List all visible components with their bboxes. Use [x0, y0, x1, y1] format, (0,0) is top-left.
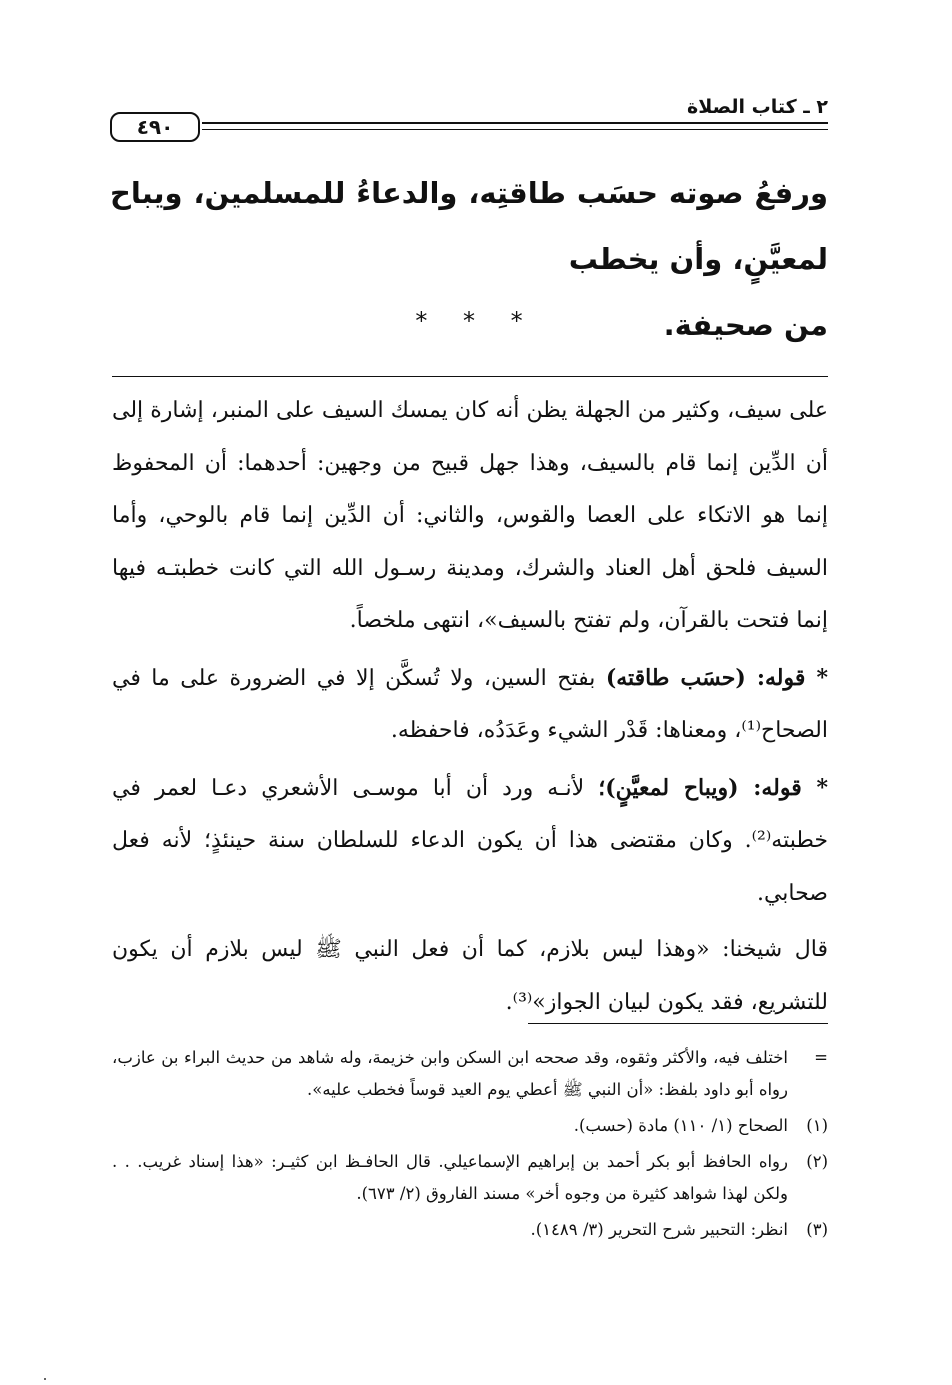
footnote-mark: = — [814, 1048, 828, 1067]
commentary-paragraph — [112, 652, 828, 758]
footnote-rule — [528, 1023, 828, 1024]
scan-speck — [44, 1378, 46, 1380]
footnote-text: الصحاح (١/ ١١٠) مادة (حسب). — [573, 1116, 788, 1135]
commentary — [112, 385, 828, 1033]
footnote-text: اختلف فيه، والأكثر وثقوه، وقد صححه ابن السكن وابن خزيمة، وله شاهد من حديث البراء بن عازب، رواه أبو داود بلفظ: «أن النبي ﷺ أعطي يوم العيد قوساً فخطب عليه». — [112, 1048, 788, 1099]
commentary-rule — [112, 376, 828, 377]
footnote — [112, 1214, 828, 1246]
main-text-line-1: ورفعُ صوته حسَب طاقتِه، والدعاءُ للمسلمين، ويباح لمعيَّنٍ، وأن يخطب — [110, 176, 828, 276]
page-number: ٤٩٠ — [110, 112, 200, 142]
commentary-gloss: لأنـه ورد أن أبا موسـى الأشعري دعـا لعمر في خطبته⁽²⁾. وكان مقتضى هذا أن يكون الدعاء للسلطان سنة حينئذٍ؛ لأنه فعل صحابي. — [112, 775, 828, 906]
footnote-text: انظر: التحبير شرح التحرير (٣/ ١٤٨٩). — [530, 1220, 788, 1239]
footnote — [112, 1146, 828, 1210]
running-title: ٢ ـ كتاب الصلاة — [681, 96, 828, 118]
main-text-line-2: من صحيفة. — [663, 308, 828, 342]
commentary-lemma: * قوله: (ويباح لمعيَّنٍ)؛ — [598, 774, 828, 801]
footnote-mark: (٣) — [806, 1220, 828, 1239]
commentary-lemma: * قوله: (حسَب طاقته) — [605, 664, 828, 691]
footnote-mark: (١) — [806, 1116, 828, 1135]
footnote — [112, 1042, 828, 1106]
section-separator: * * * — [415, 307, 537, 335]
footnote-mark: (٢) — [806, 1152, 828, 1171]
commentary-paragraph: على سيف، وكثير من الجهلة يظن أنه كان يمسك السيف على المنبر، إشارة إلى أن الدِّين إنما قام بالسيف، وهذا جهل قبيح من وجهين: أحدهما: أن المحفوظ إنما هو الاتكاء على العصا والقوس، والثاني: أن الدِّين إنما قام بالوحي، وأما السيف فلحق أهل العناد والشرك، ومدينة رسـول الله التي كانت خطبتـه فيها إنما فتحت بالقرآن، ولم تفتح بالسيف»، انتهى ملخصاً. — [112, 398, 828, 633]
commentary-paragraph — [112, 762, 828, 921]
page-header — [110, 96, 828, 140]
footnote — [112, 1110, 828, 1142]
commentary-paragraph: قال شيخنا: «وهذا ليس بلازم، كما أن فعل النبي ﷺ ليس بلازم أن يكون للتشريع، فقد يكون لبيان الجواز»⁽³⁾. — [112, 937, 828, 1015]
commentary-gloss: بفتح السين، ولا تُسكَّن إلا في الضرورة على ما في الصحاح⁽¹⁾، ومعناها: قَدْر الشيء وعَدَدُه، فاحفظه. — [112, 665, 828, 743]
footnote-text: رواه الحافظ أبو بكر أحمد بن إبراهيم الإسماعيلي. قال الحافـظ ابن كثيـر: «هذا إسناد غريب. . . ولكن لهذا شواهد كثيرة من وجوه أخر» مسند الفاروق (٢/ ٦٧٣). — [112, 1152, 788, 1203]
header-rule — [202, 122, 828, 130]
footnotes — [112, 1042, 828, 1250]
